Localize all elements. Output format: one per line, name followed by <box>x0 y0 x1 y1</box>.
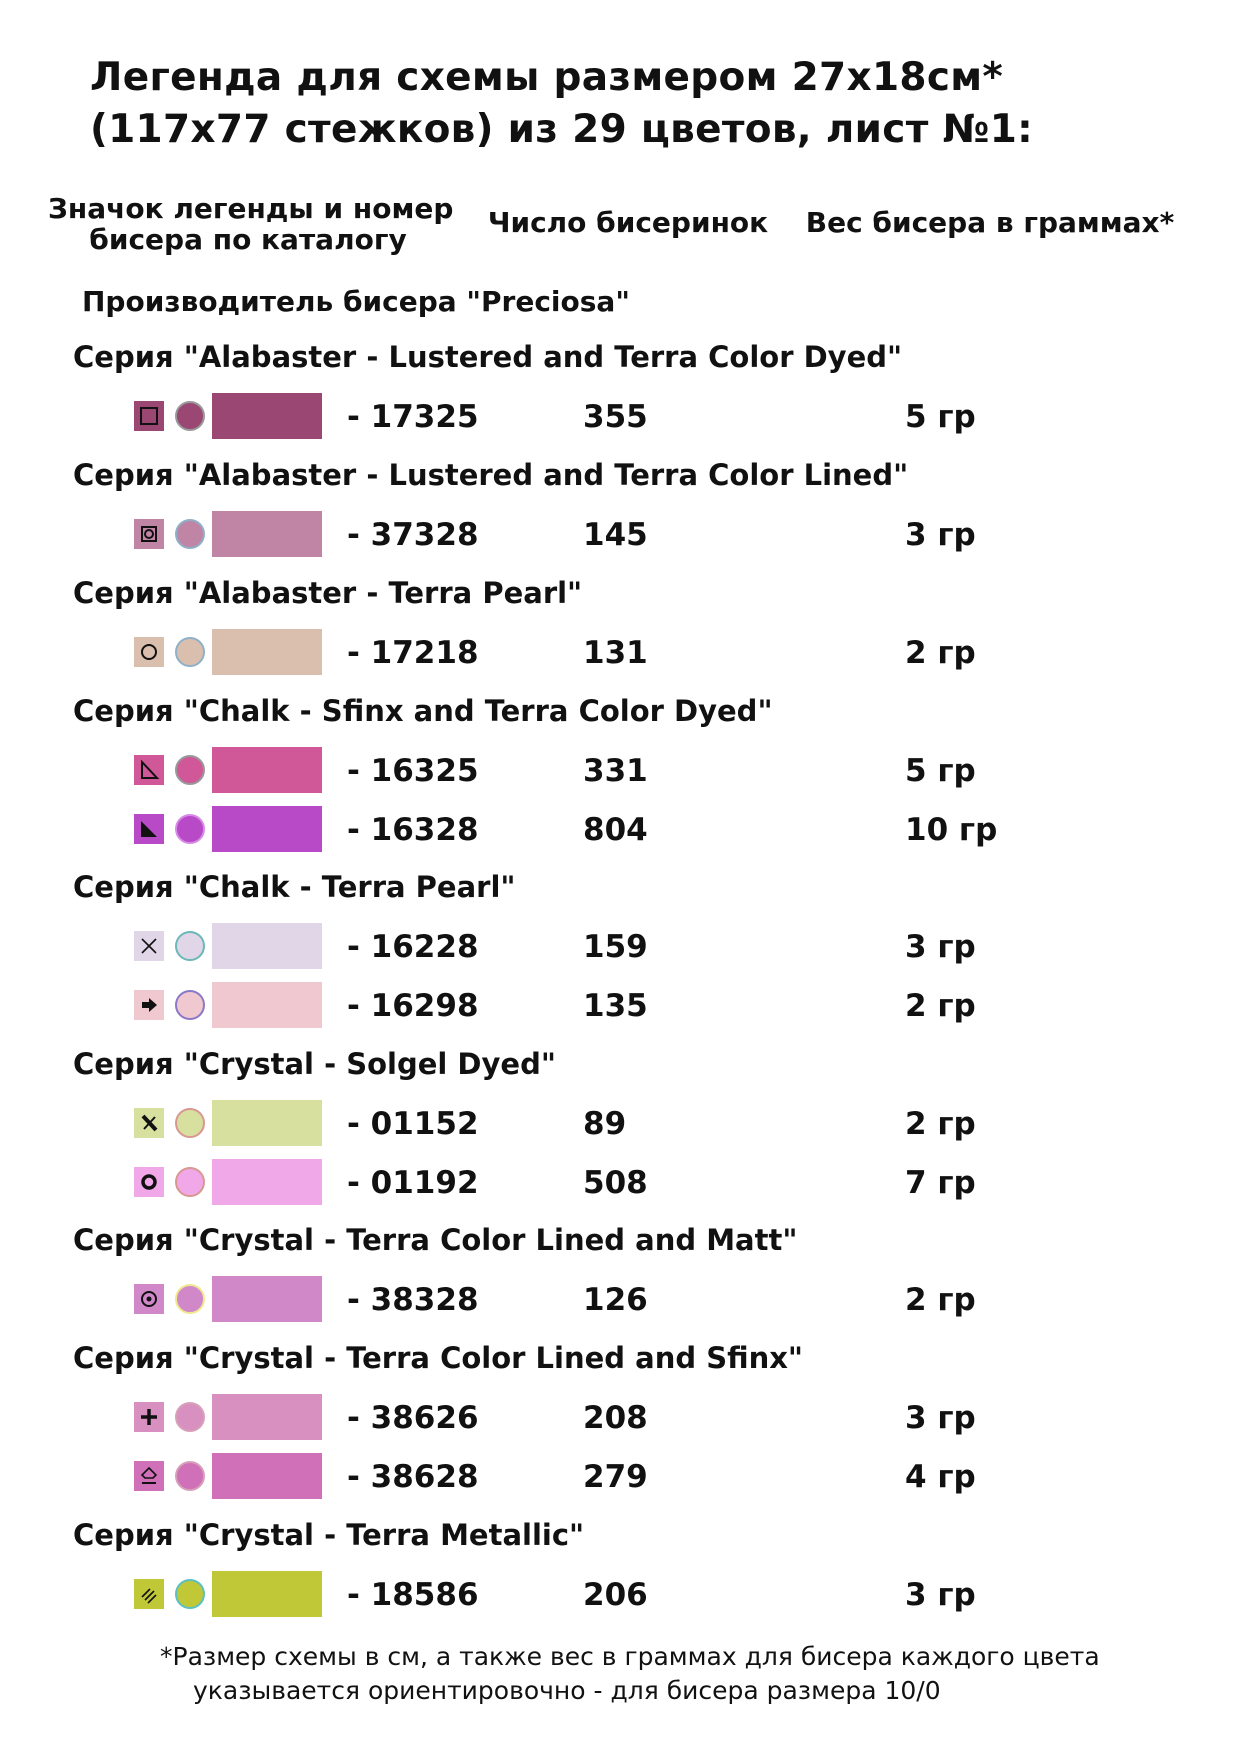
legend-row <box>0 1100 1240 1146</box>
bead-code: - 18586 <box>347 1577 479 1613</box>
bead-weight: 3 гр <box>905 517 976 553</box>
color-swatch <box>212 1100 322 1146</box>
color-swatch <box>212 511 322 557</box>
bead-weight: 7 гр <box>905 1165 976 1201</box>
bead-code: - 01192 <box>347 1165 479 1201</box>
series-heading: Серия "Crystal - Terra Color Lined and Sfinx" <box>73 1341 804 1375</box>
footnote-line-2: указывается ориентировочно - для бисера размера 10/0 <box>193 1676 941 1705</box>
bead-count: 126 <box>583 1282 648 1318</box>
bead-weight: 4 гр <box>905 1459 976 1495</box>
house-icon <box>134 1461 164 1491</box>
color-swatch <box>212 982 322 1028</box>
bead-weight: 10 гр <box>905 812 998 848</box>
square-outline-icon <box>134 401 164 431</box>
bead-code: - 38628 <box>347 1459 479 1495</box>
bead-weight: 2 гр <box>905 1282 976 1318</box>
color-swatch <box>212 393 322 439</box>
series-heading: Серия "Crystal - Solgel Dyed" <box>73 1047 556 1081</box>
bead-count: 135 <box>583 988 648 1024</box>
header-legend-symbol: Значок легенды и номер бисера по каталогу <box>48 192 454 256</box>
legend-row <box>0 1394 1240 1440</box>
bead-color-circle <box>175 1461 205 1491</box>
bead-weight: 5 гр <box>905 753 976 789</box>
bead-count: 331 <box>583 753 648 789</box>
bead-weight: 3 гр <box>905 1400 976 1436</box>
series-heading: Серия "Alabaster - Lustered and Terra Color Lined" <box>73 458 909 492</box>
bead-code: - 38626 <box>347 1400 479 1436</box>
series-heading: Серия "Alabaster - Terra Pearl" <box>73 576 583 610</box>
bead-weight: 3 гр <box>905 1577 976 1613</box>
legend-row <box>0 393 1240 439</box>
series-heading: Серия "Crystal - Terra Metallic" <box>73 1518 585 1552</box>
bead-code: - 37328 <box>347 517 479 553</box>
triangle-outline-icon <box>134 755 164 785</box>
bead-color-circle <box>175 519 205 549</box>
triangle-filled-icon <box>134 814 164 844</box>
header-bead-weight: Вес бисера в граммах* <box>805 206 1175 239</box>
color-swatch <box>212 1276 322 1322</box>
bead-weight: 2 гр <box>905 635 976 671</box>
color-swatch <box>212 1453 322 1499</box>
color-swatch <box>212 806 322 852</box>
bead-count: 206 <box>583 1577 648 1613</box>
legend-row <box>0 1453 1240 1499</box>
boxed-circle-icon <box>134 519 164 549</box>
bead-color-circle <box>175 1402 205 1432</box>
legend-row <box>0 511 1240 557</box>
bead-count: 804 <box>583 812 648 848</box>
color-swatch <box>212 747 322 793</box>
legend-row <box>0 982 1240 1028</box>
bold-circle-icon <box>134 1167 164 1197</box>
series-heading: Серия "Chalk - Terra Pearl" <box>73 870 516 904</box>
bead-count: 279 <box>583 1459 648 1495</box>
dotted-circle-icon <box>134 1284 164 1314</box>
bead-code: - 16298 <box>347 988 479 1024</box>
bead-color-circle <box>175 1167 205 1197</box>
bead-code: - 17325 <box>347 399 479 435</box>
bead-color-circle <box>175 1108 205 1138</box>
bead-color-circle <box>175 1284 205 1314</box>
footnote <box>160 1640 1160 1708</box>
bead-count: 145 <box>583 517 648 553</box>
series-heading: Серия "Crystal - Terra Color Lined and Matt" <box>73 1223 798 1257</box>
bead-color-circle <box>175 931 205 961</box>
bead-color-circle <box>175 814 205 844</box>
bead-code: - 01152 <box>347 1106 479 1142</box>
page-title <box>90 52 1190 156</box>
legend-row <box>0 923 1240 969</box>
title-line-1: Легенда для схемы размером 27x18см* <box>90 55 1004 100</box>
bead-code: - 16328 <box>347 812 479 848</box>
bead-count: 131 <box>583 635 648 671</box>
bead-weight: 3 гр <box>905 929 976 965</box>
circle-outline-icon <box>134 637 164 667</box>
cross-icon <box>134 931 164 961</box>
bead-weight: 5 гр <box>905 399 976 435</box>
legend-row <box>0 629 1240 675</box>
legend-row <box>0 806 1240 852</box>
bead-code: - 17218 <box>347 635 479 671</box>
color-swatch <box>212 1571 322 1617</box>
legend-row <box>0 1276 1240 1322</box>
legend-row <box>0 1571 1240 1617</box>
color-swatch <box>212 923 322 969</box>
color-swatch <box>212 629 322 675</box>
bead-count: 508 <box>583 1165 648 1201</box>
header-bead-count: Число бисеринок <box>487 206 769 239</box>
bead-count: 355 <box>583 399 648 435</box>
bead-weight: 2 гр <box>905 988 976 1024</box>
manufacturer-label: Производитель бисера "Preciosa" <box>82 285 630 318</box>
color-swatch <box>212 1159 322 1205</box>
bead-count: 159 <box>583 929 648 965</box>
legend-row <box>0 747 1240 793</box>
bead-color-circle <box>175 755 205 785</box>
bead-count: 208 <box>583 1400 648 1436</box>
bead-code: - 16325 <box>347 753 479 789</box>
legend-row <box>0 1159 1240 1205</box>
bead-color-circle <box>175 990 205 1020</box>
title-line-2: (117x77 стежков) из 29 цветов, лист №1: <box>90 107 1034 152</box>
bead-count: 89 <box>583 1106 627 1142</box>
bead-color-circle <box>175 637 205 667</box>
footnote-line-1: *Размер схемы в см, а также вес в граммах для бисера каждого цвета <box>160 1642 1100 1671</box>
series-heading: Серия "Alabaster - Lustered and Terra Color Dyed" <box>73 340 903 374</box>
hatch-icon <box>134 1579 164 1609</box>
bead-code: - 16228 <box>347 929 479 965</box>
bead-code: - 38328 <box>347 1282 479 1318</box>
series-heading: Серия "Chalk - Sfinx and Terra Color Dyed" <box>73 694 773 728</box>
color-swatch <box>212 1394 322 1440</box>
bead-color-circle <box>175 401 205 431</box>
plus-icon <box>134 1402 164 1432</box>
arrow-right-icon <box>134 990 164 1020</box>
bead-color-circle <box>175 1579 205 1609</box>
bead-weight: 2 гр <box>905 1106 976 1142</box>
bold-cross-icon <box>134 1108 164 1138</box>
